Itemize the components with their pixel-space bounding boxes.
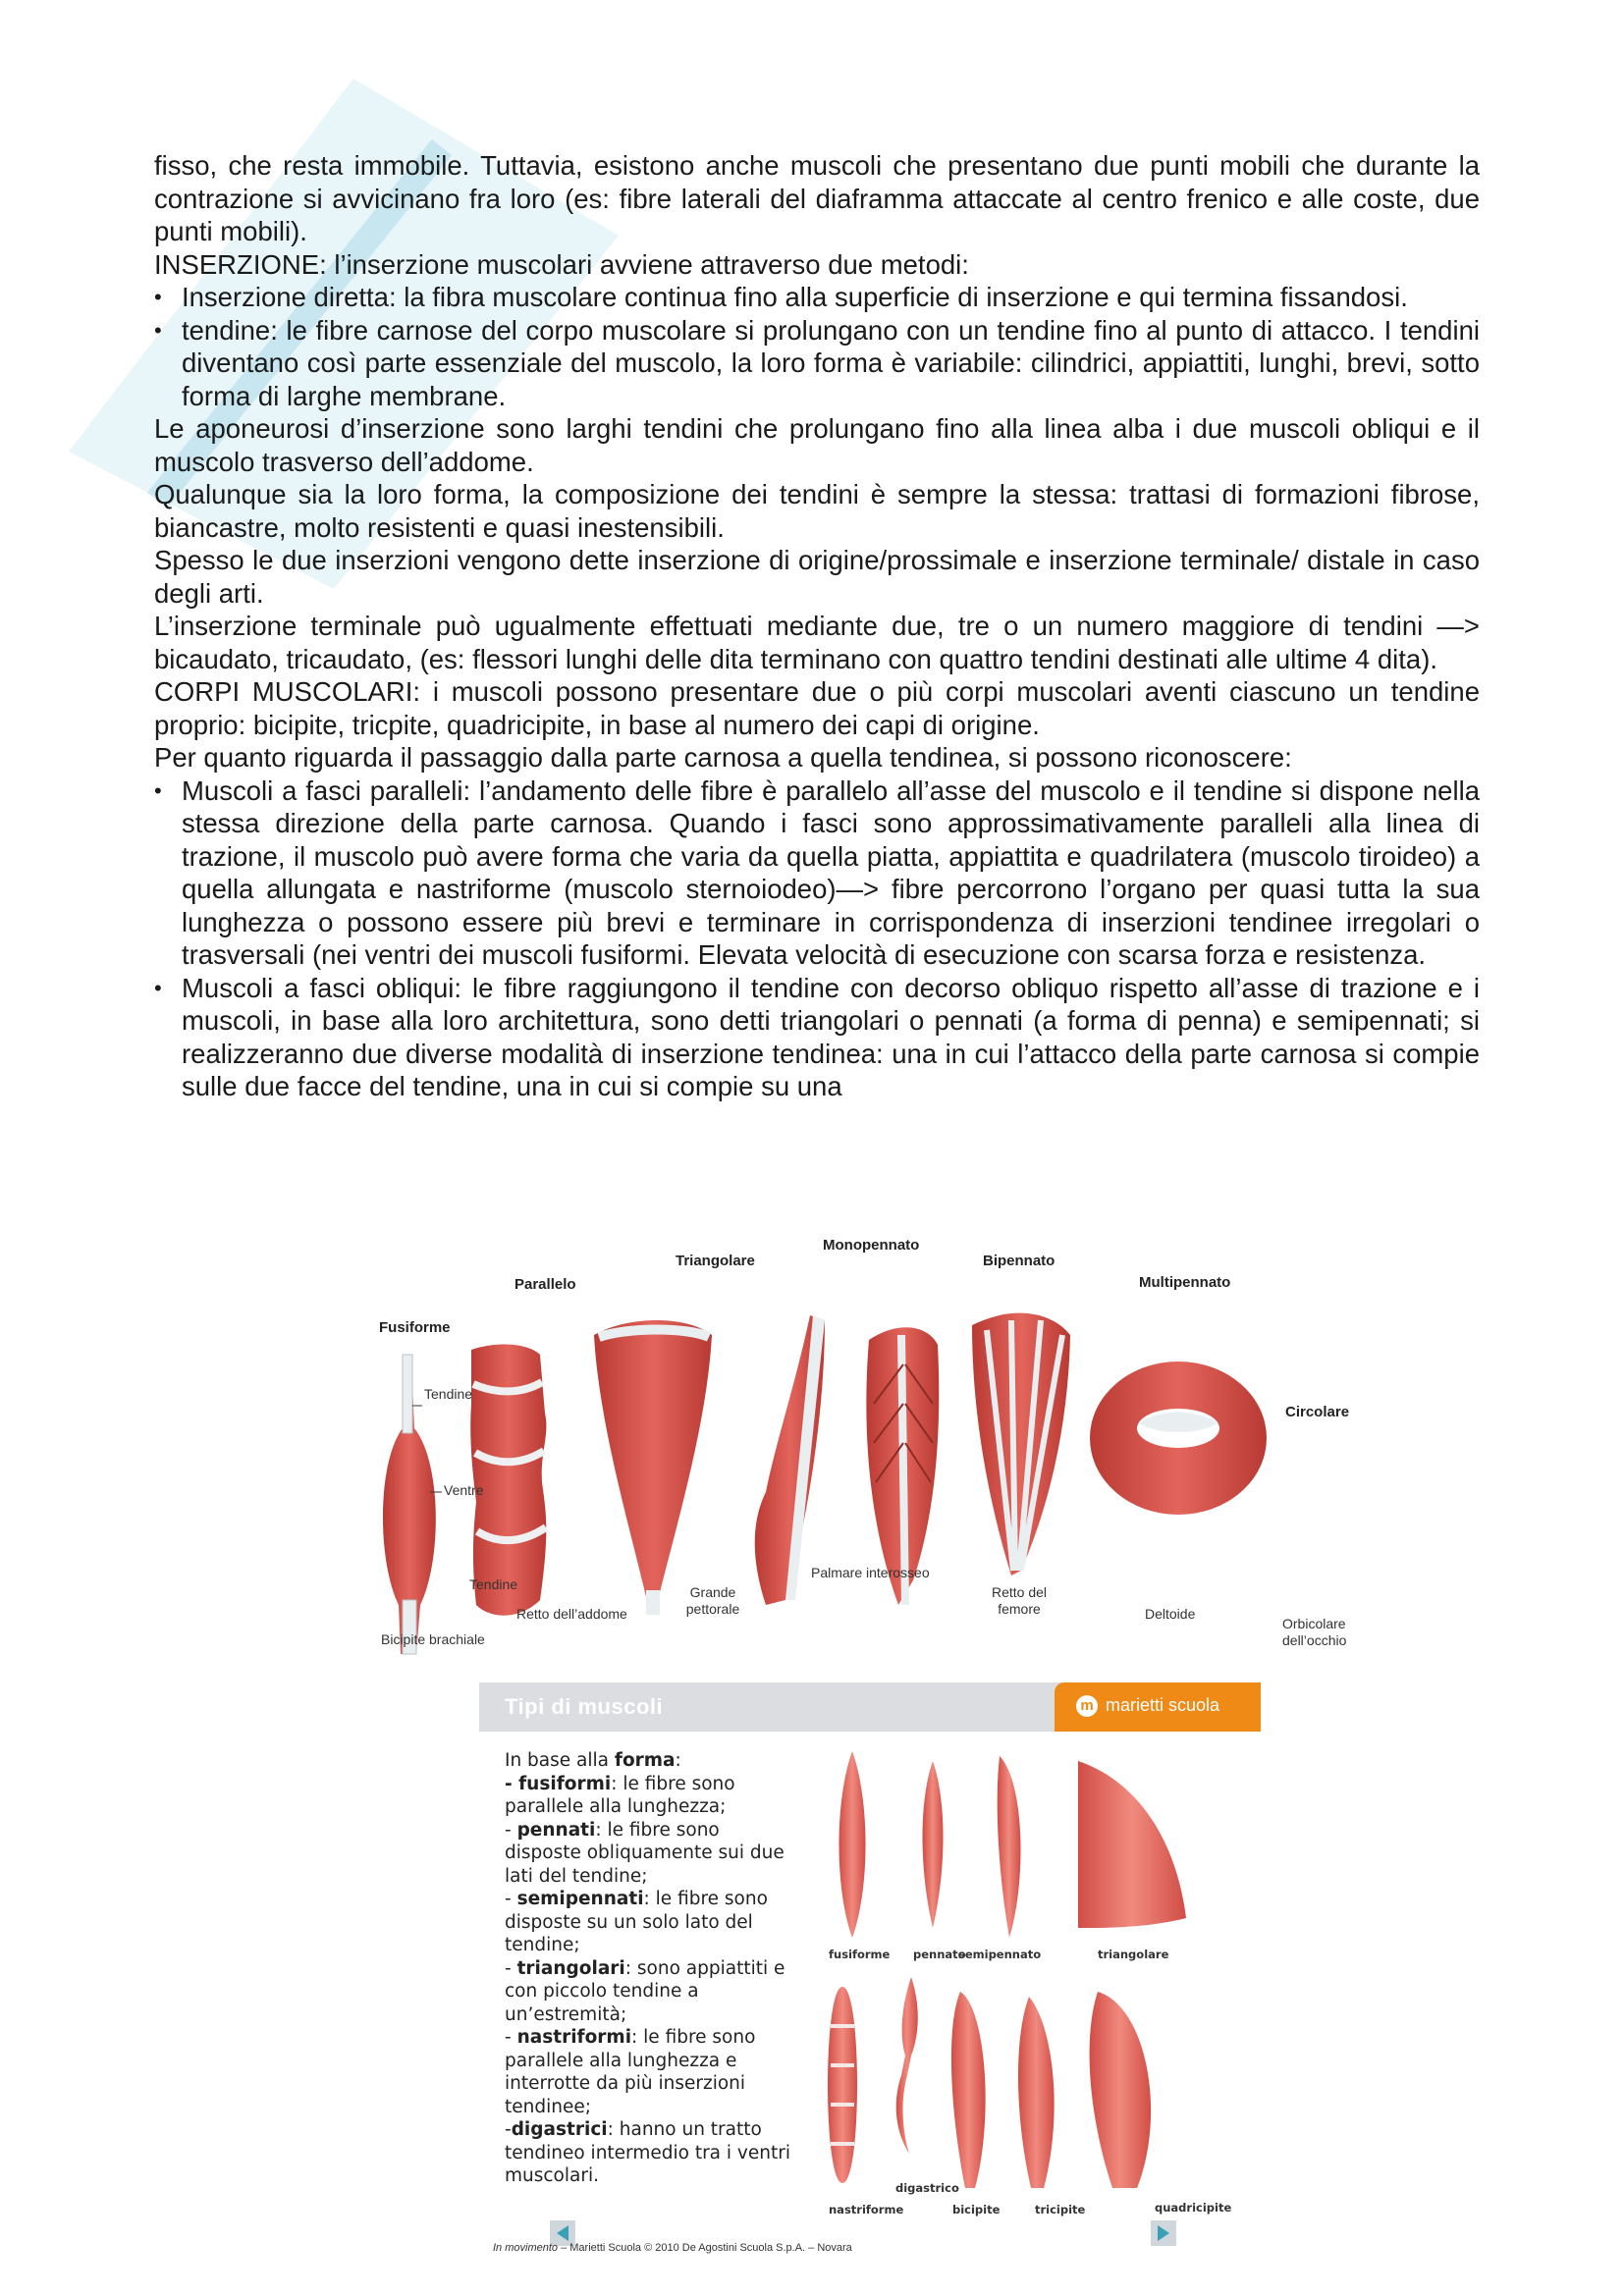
list-item: • Inserzione diretta: la fibra muscolare continua fino alla superficie di inserzione e qui termina fissandosi. [154,281,1480,314]
type-desc: : le fibre sono parallele alla lunghezza; [505,1773,735,1817]
semipennate-shape [998,1756,1021,1938]
panel-title: Tipi di muscoli [505,1694,664,1719]
type-definition [505,1888,799,1957]
circular-muscle-drawing [1090,1362,1267,1515]
intro-line [505,1749,799,1773]
type-label-fusiform: Fusiforme [379,1319,451,1336]
example-biceps: Bicipite brachiale [381,1631,485,1647]
muscle-shapes-figure [363,1237,1404,1659]
type-desc: : le fibre sono parallele alla lunghezza e interrotte da più inserzioni tendinee; [505,2027,756,2117]
type-term: nastriformi [516,2027,632,2048]
part-label-tendon: Tendine [424,1386,473,1402]
type-term: pennati [516,1819,596,1841]
label-triceps: tricipite [1035,2203,1086,2216]
type-desc: : sono appiattiti e con piccolo tendine a un’estremità; [505,1957,785,2025]
ribbon-shape [828,1987,857,2183]
type-term: triangolari [516,1957,625,1979]
type-label-multipennate: Multipennato [1139,1274,1231,1291]
bullet-list [154,774,1480,1103]
type-definition [505,2118,799,2188]
panel-header [479,1682,1261,1732]
list-item: • tendine: le fibre carnose del corpo muscolare si prolungano con un tendine fino al punto di attacco. I tendini diventano così parte essenziale del muscolo, la loro forma è variabile: cilindrici, appiattiti, lunghi, brevi, sotto forma di larghe membrane. [154,314,1480,413]
parallel-muscle-drawing [470,1345,546,1616]
publisher-logo-icon: m [1076,1695,1098,1717]
triceps-shape [1018,1997,1055,2188]
biceps-shape [951,1992,986,2188]
fusiform-shape [839,1751,866,1938]
quadriceps-shape [1090,1992,1152,2188]
type-desc: : le fibre sono disposte obliquamente sui due lati del tendine; [505,1819,785,1887]
paragraph: Per quanto riguarda il passaggio dalla parte carnosa a quella tendinea, si possono riconoscere: [154,742,1292,773]
publisher-badge [1055,1682,1261,1732]
type-term: - fusiformi [505,1773,612,1794]
type-desc: : hanno un tratto tendineo intermedio tra i ventri muscolari. [505,2119,790,2186]
label-semipennate: semipennato [958,1948,1042,1961]
paragraph: Spesso le due inserzioni vengono dette inserzione di origine/prossimale e inserzione terminale/ distale in caso degli arti. [154,545,1480,609]
type-label-parallel: Parallelo [514,1276,576,1293]
arrow-right-icon [1151,2220,1176,2246]
label-pennate: pennato [913,1948,966,1961]
type-prefix: - [505,2027,517,2048]
example-deltoid: Deltoide [1145,1606,1196,1622]
label-ribbon: nastriforme [829,2203,904,2216]
part-label-tendon: Tendine [469,1576,518,1592]
type-term: semipennati [516,1889,644,1909]
part-label-belly: Ventre [444,1482,484,1498]
type-definition [505,1773,799,1819]
label-triangular: triangolare [1098,1948,1169,1961]
multipennate-muscle-drawing [972,1313,1070,1575]
copyright-text: – Marietti Scuola © 2010 De Agostini Scuola S.p.A. – Novara [558,2242,852,2254]
type-prefix: - [505,1819,517,1841]
digastric-shape [896,1977,918,2154]
publisher-name: marietti scuola [1106,1695,1220,1715]
bipennate-muscle-drawing [866,1327,939,1605]
label-digastric: digastrico [895,2181,959,2195]
intro-text: In base alla [505,1750,615,1771]
panel-description [505,1749,799,2188]
paragraph: fisso, che resta immobile. Tuttavia, esistono anche muscoli che presentano due punti mobili che durante la contrazione si avvicinano fra loro (es: fibre laterali del diaframma attaccate al centro frenico e alle coste, due punti mobili). [154,150,1480,246]
type-definition [505,2026,799,2118]
paragraph: CORPI MUSCOLARI: i muscoli possono presentare due o più corpi muscolari aventi ciascuno un tendine proprio: bicipite, tricpite, quadricipite, in base al numero dei capi di origine. [154,676,1480,740]
triangular-shape [1078,1761,1186,1928]
pennate-shape [923,1761,944,1928]
label-biceps: bicipite [952,2203,1001,2216]
label-quadriceps: quadricipite [1155,2201,1232,2215]
type-label-triangular: Triangolare [676,1253,755,1269]
type-desc: : le fibre sono disposte su un solo lato del tendine; [505,1889,768,1955]
example-palmar: Palmare interosseo [811,1565,930,1580]
type-prefix: - [505,2119,512,2140]
unipennate-muscle-drawing [755,1315,825,1605]
muscle-types-panel [479,1682,1261,2269]
muscle-types-illustration [813,1741,1255,2203]
type-term: digastrici [511,2119,608,2140]
type-definition [505,1819,799,1889]
label-fusiform: fusiforme [829,1948,891,1961]
paragraph: Le aponeurosi d’inserzione sono larghi tendini che prolungano fino alla linea alba i due muscoli obliqui e il muscolo trasverso dell’addome. [154,413,1480,477]
example-orbicularis: Orbicolare dell’occhio [1282,1616,1347,1648]
type-label-unipennate: Monopennato [823,1237,920,1254]
copyright-title: In movimento [493,2242,559,2254]
bullet-list [154,281,1480,412]
list-item: • Muscoli a fasci paralleli: l’andamento delle fibre è parallelo all’asse del muscolo e il tendine si dispone nella stessa direzione della parte carnosa. Quando i fasci sono approssimativamente paralleli alla linea di trazione, il muscolo può avere forma che varia da quella piatta, appiattita e quadrilatera (muscolo tiroideo) a quella allungata e nastriforme (muscolo sternoiodeo)—> fibre percorrono l’organo per quasi tutta la sua lunghezza o possono essere più brevi e terminare in corrispondenza di inserzioni tendinee irregolari o trasversali (nei ventri dei muscoli fusiformi. Elevata velocità di esecuzione con scarsa forza e resistenza. [154,774,1480,972]
next-button[interactable] [1151,2220,1176,2246]
type-prefix: - [505,1889,517,1909]
type-label-circular: Circolare [1285,1404,1350,1420]
example-rectus-femoris: Retto del femore [991,1584,1048,1617]
body-text [154,149,1480,1103]
list-item: • Muscoli a fasci obliqui: le fibre raggiungono il tendine con decorso obliquo rispetto all’asse di trazione e i muscoli, in base alla loro architettura, sono detti triangolari o pennati (a forma di penna) e semipennati; si realizzeranno due diverse modalità di inserzione tendinea: una in cui l’attacco della parte carnosa si compie sulle due facce del tendine, una in cui si compie su una [154,972,1480,1103]
type-prefix: - [505,1957,517,1979]
type-label-bipennate: Bipennato [983,1253,1056,1269]
example-rectus-abdominis: Retto dell’addome [516,1606,627,1622]
paragraph: INSERZIONE: l’inserzione muscolari avviene attraverso due metodi: [154,248,969,280]
type-definition [505,1957,799,2027]
muscle-shapes-illustration [363,1266,1404,1659]
triangular-muscle-drawing [594,1320,712,1615]
intro-suffix: : [675,1750,681,1771]
example-pectoralis: Grande pettorale [685,1584,740,1617]
paragraph: L’inserzione terminale può ugualmente effettuati mediante due, tre o un numero maggiore di tendini —> bicaudato, tricaudato, (es: flessori lunghi delle dita terminano con quattro tendini destinati alle ultime 4 dita). [154,611,1480,674]
copyright-note [493,2242,852,2254]
intro-bold: forma [614,1750,676,1771]
paragraph: Qualunque sia la loro forma, la composizione dei tendini è sempre la stessa: trattasi di formazioni fibrose, biancastre, molto resistenti e quasi inestensibili. [154,479,1480,543]
